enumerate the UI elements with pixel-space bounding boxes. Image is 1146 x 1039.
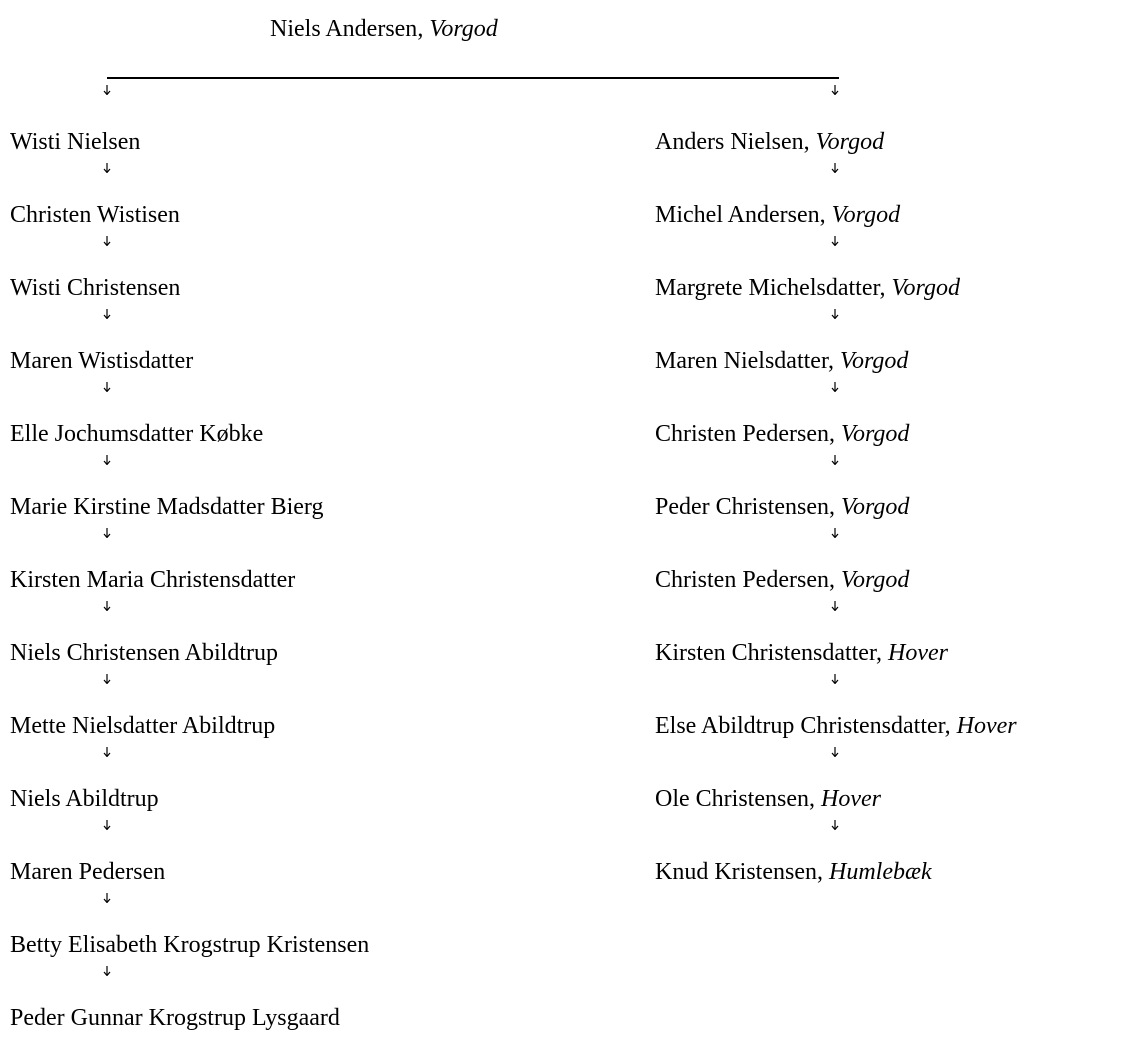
root-person-name: Niels Andersen [270, 16, 418, 42]
left-descent-arrow-icon [103, 309, 111, 319]
person-name: Knud Kristensen [655, 859, 817, 885]
person-place: Vorgod [891, 275, 960, 301]
left-line-person [10, 639, 278, 667]
person-name: Wisti Christensen [10, 275, 181, 301]
root-person-separator: , [417, 16, 430, 42]
person-name: Ole Christensen [655, 786, 809, 812]
root-person [270, 14, 498, 44]
left-descent-arrow-icon [103, 601, 111, 611]
person-name: Margrete Michelsdatter [655, 275, 880, 301]
left-branch-arrow-icon [103, 85, 111, 95]
left-descent-arrow-icon [103, 236, 111, 246]
person-name: Peder Gunnar Krogstrup Lysgaard [10, 1005, 340, 1031]
left-line-person [10, 566, 295, 594]
right-line-person [655, 493, 909, 521]
person-name: Wisti Nielsen [10, 129, 141, 155]
left-line-person [10, 858, 165, 886]
person-separator: , [803, 129, 816, 155]
right-line-person [655, 566, 909, 594]
person-name: Christen Pedersen [655, 567, 829, 593]
left-line-person [10, 712, 275, 740]
right-descent-arrow-icon [831, 747, 839, 757]
person-name: Else Abildtrup Christensdatter [655, 713, 945, 739]
person-separator: , [819, 202, 832, 228]
person-name: Christen Wistisen [10, 202, 180, 228]
person-separator: , [827, 348, 840, 374]
root-person-place: Vorgod [429, 16, 498, 42]
left-descent-arrow-icon [103, 893, 111, 903]
left-line-person [10, 128, 140, 156]
person-place: Vorgod [840, 421, 910, 447]
left-descent-arrow-icon [103, 382, 111, 392]
right-line-person [655, 274, 960, 302]
person-separator: , [828, 421, 841, 447]
right-line-person [655, 858, 932, 886]
person-place: Hover [820, 786, 881, 812]
person-place: Vorgod [840, 567, 910, 593]
person-name: Niels Christensen Abildtrup [10, 640, 278, 666]
right-line-person [655, 347, 908, 375]
person-place: Hover [888, 640, 948, 666]
left-line-person [10, 274, 180, 302]
person-separator: , [816, 859, 829, 885]
person-separator: , [828, 494, 841, 520]
person-separator: , [944, 713, 957, 739]
person-name: Marie Kirstine Madsdatter Bierg [10, 494, 324, 520]
left-descent-arrow-icon [103, 163, 111, 173]
person-name: Niels Abildtrup [10, 786, 159, 812]
branch-line [107, 77, 839, 79]
person-place: Vorgod [839, 348, 909, 374]
left-line-person [10, 420, 263, 448]
right-line-person [655, 712, 1017, 740]
left-descent-arrow-icon [103, 674, 111, 684]
left-descent-arrow-icon [103, 820, 111, 830]
left-descent-arrow-icon [103, 528, 111, 538]
person-place: Humlebæk [828, 859, 932, 885]
right-line-person [655, 420, 909, 448]
left-line-person [10, 201, 180, 229]
left-descent-arrow-icon [103, 455, 111, 465]
right-descent-arrow-icon [831, 236, 839, 246]
person-name: Anders Nielsen [655, 129, 804, 155]
person-name: Kirsten Maria Christensdatter [10, 567, 296, 593]
right-line-person [655, 128, 884, 156]
person-place: Vorgod [831, 202, 901, 228]
person-name: Michel Andersen [655, 202, 820, 228]
left-line-person [10, 493, 323, 521]
person-name: Kirsten Christensdatter [655, 640, 876, 666]
person-name: Elle Jochumsdatter Købke [10, 421, 264, 447]
person-separator: , [876, 640, 888, 666]
right-line-person [655, 201, 900, 229]
left-descent-arrow-icon [103, 966, 111, 976]
person-separator: , [808, 786, 821, 812]
person-name: Christen Pedersen [655, 421, 829, 447]
person-separator: , [879, 275, 892, 301]
right-descent-arrow-icon [831, 309, 839, 319]
right-descent-arrow-icon [831, 820, 839, 830]
left-line-person [10, 931, 369, 959]
person-name: Maren Pedersen [10, 859, 166, 885]
left-line-person [10, 785, 159, 813]
right-line-person [655, 785, 881, 813]
left-descent-arrow-icon [103, 747, 111, 757]
right-branch-arrow-icon [831, 85, 839, 95]
person-name: Mette Nielsdatter Abildtrup [10, 713, 276, 739]
person-name: Maren Nielsdatter [655, 348, 828, 374]
person-place: Vorgod [815, 129, 885, 155]
person-name: Peder Christensen [655, 494, 829, 520]
right-line-person [655, 639, 948, 667]
right-descent-arrow-icon [831, 528, 839, 538]
right-descent-arrow-icon [831, 163, 839, 173]
person-place: Hover [956, 713, 1017, 739]
person-name: Maren Wistisdatter [10, 348, 194, 374]
person-place: Vorgod [840, 494, 910, 520]
right-descent-arrow-icon [831, 674, 839, 684]
right-descent-arrow-icon [831, 601, 839, 611]
right-descent-arrow-icon [831, 455, 839, 465]
right-descent-arrow-icon [831, 382, 839, 392]
left-line-person [10, 347, 193, 375]
person-name: Betty Elisabeth Krogstrup Kristensen [10, 932, 370, 958]
left-line-person [10, 1004, 340, 1032]
person-separator: , [828, 567, 841, 593]
